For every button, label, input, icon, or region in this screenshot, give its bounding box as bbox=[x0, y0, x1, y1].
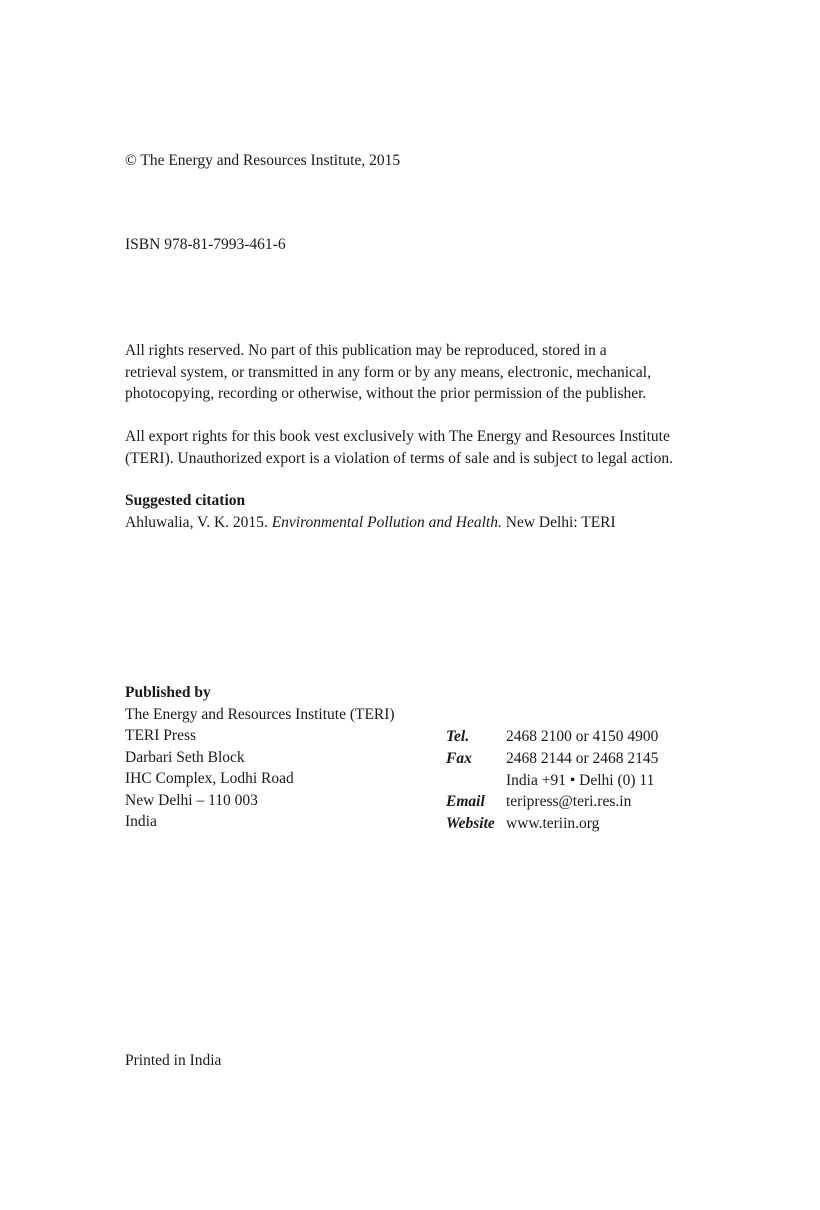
export-paragraph bbox=[125, 426, 725, 469]
printed-block bbox=[125, 1050, 725, 1072]
contact-label: Fax bbox=[446, 749, 472, 767]
printed-text: Printed in India bbox=[125, 1052, 222, 1069]
rights-line: retrieval system, or transmitted in any form or by any means, electronic, mechanical, bbox=[125, 363, 651, 381]
contact-value: www.teriin.org bbox=[506, 815, 600, 833]
contact-value: 2468 2100 or 4150 4900 bbox=[506, 728, 659, 745]
contact-row-email bbox=[446, 791, 658, 813]
contact-label: Tel. bbox=[446, 728, 470, 745]
citation-text bbox=[125, 512, 725, 534]
export-line: All export rights for this book vest exclusively with The Energy and Resources Institute bbox=[125, 428, 670, 445]
rights-line: All rights reserved. No part of this publication may be reproduced, stored in a bbox=[125, 342, 607, 359]
export-line: (TERI). Unauthorized export is a violation of terms of sale and is subject to legal action. bbox=[125, 449, 673, 467]
contact-value: India +91 • Delhi (0) 11 bbox=[506, 771, 655, 789]
publisher-block bbox=[125, 682, 425, 833]
contact-value: 2468 2144 or 2468 2145 bbox=[506, 749, 659, 767]
contact-row-dialing bbox=[446, 770, 658, 792]
contact-row-fax bbox=[446, 748, 658, 770]
publisher-line: IHC Complex, Lodhi Road bbox=[125, 770, 294, 787]
contact-row-tel bbox=[446, 726, 658, 748]
isbn-text: ISBN 978-81-7993-461-6 bbox=[125, 236, 286, 253]
copyright-notice bbox=[125, 150, 725, 172]
publisher-line: New Delhi – 110 003 bbox=[125, 791, 258, 809]
citation-title: Environmental Pollution and Health. bbox=[271, 513, 502, 531]
contact-row-website bbox=[446, 813, 658, 835]
rights-paragraph bbox=[125, 340, 725, 405]
contact-label: Email bbox=[446, 793, 485, 811]
contact-label: Website bbox=[446, 815, 495, 833]
citation-block bbox=[125, 490, 725, 533]
isbn-block bbox=[125, 234, 725, 256]
rights-line: photocopying, recording or otherwise, without the prior permission of the publisher. bbox=[125, 385, 647, 402]
citation-prefix: Ahluwalia, V. K. 2015. bbox=[125, 513, 272, 531]
contact-block bbox=[446, 726, 658, 835]
publisher-line: The Energy and Resources Institute (TERI) bbox=[125, 705, 395, 723]
publisher-line: India bbox=[125, 813, 157, 830]
copyright-text: © The Energy and Resources Institute, 2015 bbox=[125, 152, 401, 169]
publisher-heading: Published by bbox=[125, 684, 211, 701]
publisher-line: Darbari Seth Block bbox=[125, 748, 245, 766]
publisher-line: TERI Press bbox=[125, 727, 197, 744]
citation-suffix: New Delhi: TERI bbox=[501, 513, 616, 531]
contact-value: teripress@teri.res.in bbox=[506, 793, 632, 811]
citation-heading: Suggested citation bbox=[125, 492, 246, 509]
